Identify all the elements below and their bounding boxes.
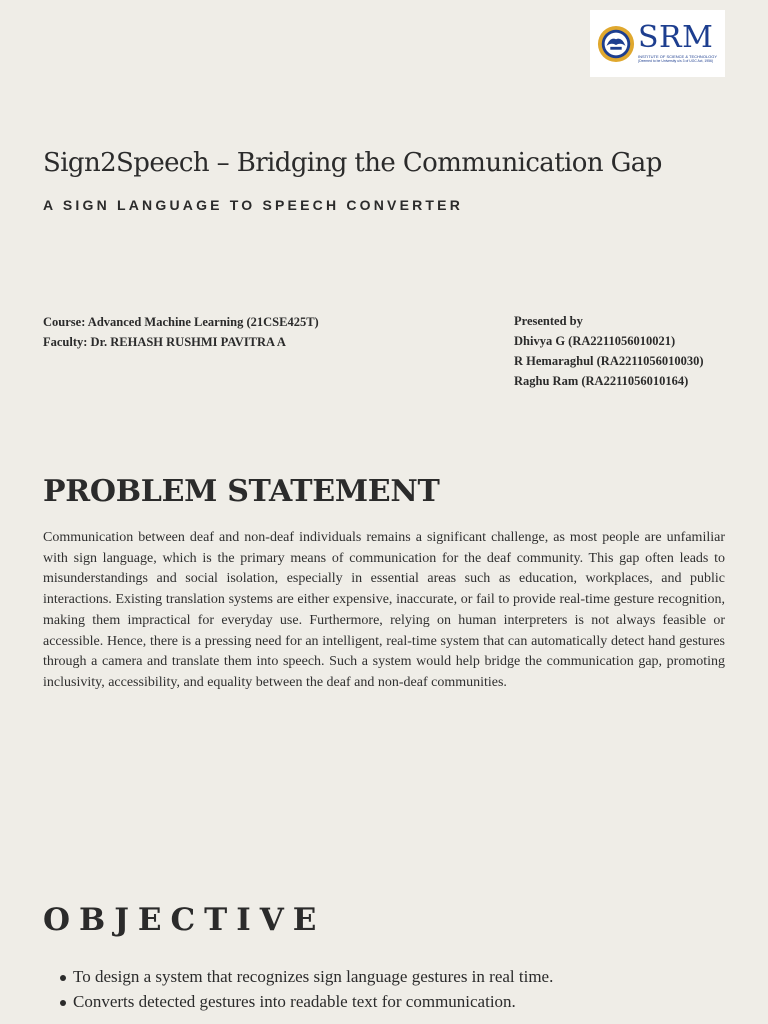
course-info (43, 312, 319, 352)
objective-list (60, 965, 740, 1014)
presenters-block (514, 311, 704, 391)
srm-seal-icon (597, 25, 635, 63)
logo-tagline: (Deemed to be University u/s 3 of UGC Act, 1956) (638, 59, 714, 63)
presenters-heading: Presented by (514, 314, 583, 328)
logo-subtitle: INSTITUTE OF SCIENCE & TECHNOLOGY (638, 54, 718, 59)
bullet-icon (60, 975, 66, 981)
srm-logo (590, 10, 725, 77)
page-title: Sign2Speech – Bridging the Communication Gap (43, 148, 662, 178)
list-item (60, 965, 740, 990)
list-item (60, 990, 740, 1015)
problem-paragraph: Communication between deaf and non-deaf individuals remains a significant challenge, as most people are unfamiliar with sign language, which is the primary means of communication for the deaf community. This gap often leads to misunderstandings and social isolation, especially in essential areas such as education, workplaces, and public interactions. Existing translation systems are either expensive, inaccurate, or fail to provide real-time gesture recognition, making them impractical for everyday use. Furthermore, relying on human interpreters is not always feasible or accessible. Hence, there is a pressing need for an intelligent, real-time system that can automatically detect hand gestures through a camera and translate them into speech. Such a system would help bridge the communication gap, promoting inclusivity, accessibility, and equality between the deaf and non-deaf communities. (43, 530, 725, 690)
objective-text: To design a system that recognizes sign language gestures in real time. (73, 967, 554, 986)
objective-heading: OBJECTIVE (43, 902, 326, 938)
problem-heading: PROBLEM STATEMENT (43, 474, 440, 509)
course-line: Course: Advanced Machine Learning (21CSE425T) (43, 315, 319, 329)
page-subtitle: A SIGN LANGUAGE TO SPEECH CONVERTER (43, 197, 464, 213)
presenter-name: Dhivya G (RA2211056010021) (514, 334, 676, 348)
presenter-name: Raghu Ram (RA2211056010164) (514, 374, 689, 388)
logo-name: SRM (638, 20, 714, 55)
presenter-name: R Hemaraghul (RA2211056010030) (514, 354, 704, 368)
faculty-line: Faculty: Dr. REHASH RUSHMI PAVITRA A (43, 335, 286, 349)
bullet-icon (60, 1000, 66, 1006)
objective-text: Converts detected gestures into readable text for communication. (73, 991, 516, 1011)
